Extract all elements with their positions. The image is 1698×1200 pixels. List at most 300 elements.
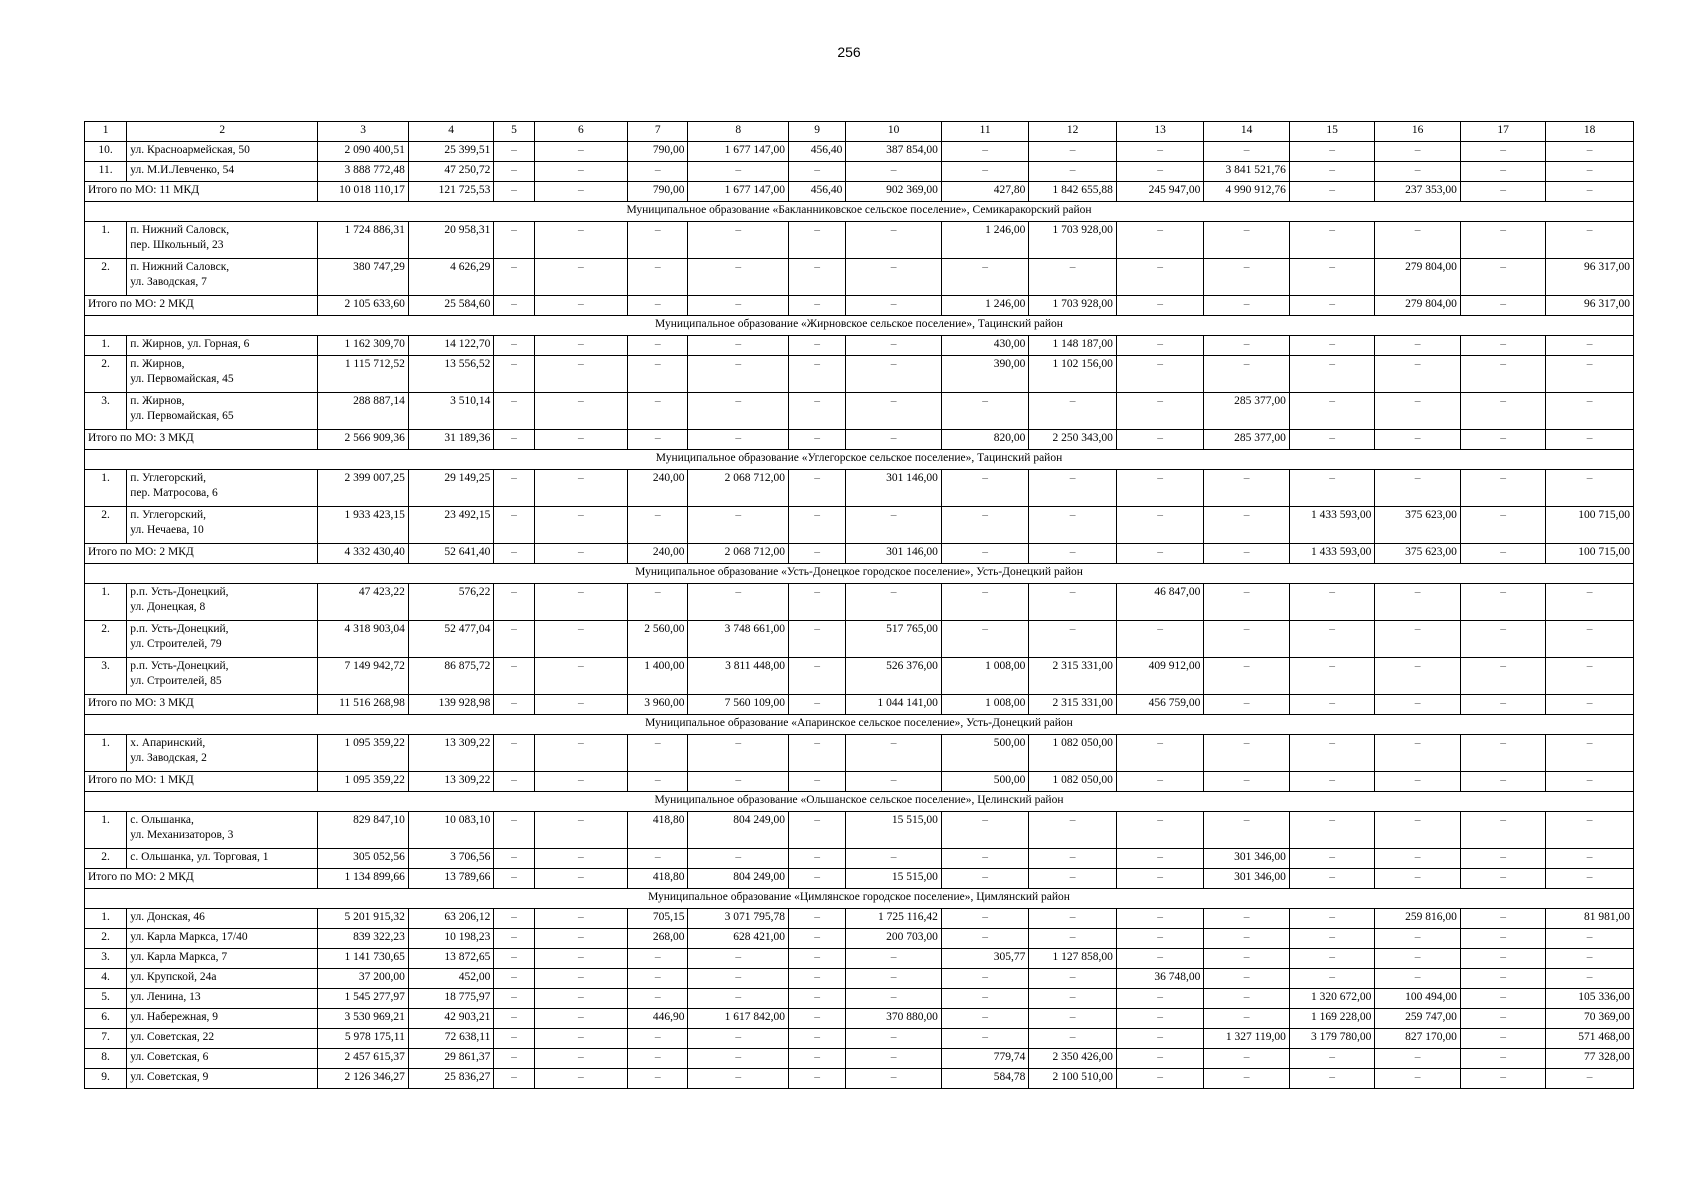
value-cell: 3 179 780,00 <box>1289 1029 1374 1049</box>
value-cell: – <box>1029 507 1117 544</box>
value-cell: 3 841 521,76 <box>1204 162 1289 182</box>
row-number: 6. <box>85 1009 127 1029</box>
value-cell: 77 328,00 <box>1546 1049 1634 1069</box>
address-line: ул. Советская, 9 <box>130 1071 209 1083</box>
value-cell: – <box>941 909 1029 929</box>
value-cell: – <box>1460 470 1545 507</box>
value-cell: – <box>1460 1029 1545 1049</box>
address-cell <box>127 812 318 849</box>
value-cell: – <box>846 735 942 772</box>
value-cell: – <box>534 162 628 182</box>
value-cell: 1 095 359,22 <box>318 735 409 772</box>
municipality-title: Муниципальное образование «Усть-Донецкое городское поселение», Усть-Донецкий район <box>85 564 1634 584</box>
value-cell: – <box>688 989 789 1009</box>
total-value-cell: – <box>1204 296 1289 316</box>
value-cell: 240,00 <box>628 470 688 507</box>
total-value-cell: – <box>628 430 688 450</box>
address-cell <box>127 356 318 393</box>
address-line: ул. Карла Маркса, 17/40 <box>130 931 248 943</box>
address-cell <box>127 470 318 507</box>
value-cell: – <box>789 1049 846 1069</box>
value-cell: 628 421,00 <box>688 929 789 949</box>
value-cell: 1 933 423,15 <box>318 507 409 544</box>
value-cell: – <box>494 949 534 969</box>
address-cell <box>127 142 318 162</box>
value-cell: – <box>1375 969 1460 989</box>
total-value-cell: – <box>1546 695 1634 715</box>
column-number: 4 <box>408 122 493 142</box>
total-value-cell: – <box>1116 869 1204 889</box>
row-number: 3. <box>85 393 127 430</box>
value-cell: – <box>1460 356 1545 393</box>
value-cell: – <box>534 470 628 507</box>
value-cell: – <box>1029 849 1117 869</box>
value-cell: 2 315 331,00 <box>1029 658 1117 695</box>
table-row <box>85 470 1634 507</box>
value-cell: – <box>789 735 846 772</box>
total-value-cell: – <box>688 430 789 450</box>
address-line: ул. Донская, 46 <box>130 911 205 923</box>
table-row <box>85 1049 1634 1069</box>
value-cell: – <box>1204 507 1289 544</box>
value-cell: – <box>1029 584 1117 621</box>
value-cell: – <box>1546 621 1634 658</box>
address-line: ул. Первомайская, 45 <box>130 373 234 385</box>
value-cell: 409 912,00 <box>1116 658 1204 695</box>
value-cell: – <box>1460 989 1545 1009</box>
value-cell: – <box>688 222 789 259</box>
value-cell: 10 083,10 <box>408 812 493 849</box>
value-cell: – <box>628 735 688 772</box>
table-row <box>85 621 1634 658</box>
value-cell: – <box>846 969 942 989</box>
value-cell: 29 861,37 <box>408 1049 493 1069</box>
value-cell: – <box>789 222 846 259</box>
value-cell: – <box>628 1069 688 1089</box>
total-value-cell: – <box>1289 182 1374 202</box>
column-number: 13 <box>1116 122 1204 142</box>
value-cell: – <box>1460 393 1545 430</box>
table-row <box>85 162 1634 182</box>
value-cell: – <box>846 393 942 430</box>
value-cell: – <box>789 162 846 182</box>
value-cell: – <box>1204 929 1289 949</box>
address-cell <box>127 584 318 621</box>
value-cell: – <box>494 1049 534 1069</box>
table-row <box>85 735 1634 772</box>
value-cell: 2 126 346,27 <box>318 1069 409 1089</box>
value-cell: – <box>1289 222 1374 259</box>
value-cell: – <box>688 356 789 393</box>
total-value-cell: – <box>789 772 846 792</box>
table-row <box>85 1069 1634 1089</box>
address-line: ул. Советская, 22 <box>130 1031 215 1043</box>
value-cell: – <box>1460 162 1545 182</box>
row-number: 2. <box>85 356 127 393</box>
value-cell: – <box>1029 1009 1117 1029</box>
value-cell: – <box>494 470 534 507</box>
address-line: с. Ольшанка, <box>130 814 194 826</box>
value-cell: – <box>688 849 789 869</box>
value-cell: – <box>846 989 942 1009</box>
value-cell: – <box>1289 909 1374 929</box>
row-number: 11. <box>85 162 127 182</box>
value-cell: – <box>1289 621 1374 658</box>
value-cell: 46 847,00 <box>1116 584 1204 621</box>
value-cell: – <box>1375 658 1460 695</box>
value-cell: – <box>1116 1049 1204 1069</box>
value-cell: – <box>628 356 688 393</box>
value-cell: – <box>1375 142 1460 162</box>
address-line: ул. Нечаева, 10 <box>130 524 204 536</box>
value-cell: – <box>1204 735 1289 772</box>
value-cell: – <box>534 989 628 1009</box>
table-row <box>85 356 1634 393</box>
total-value-cell: 1 134 899,66 <box>318 869 409 889</box>
value-cell: – <box>1289 162 1374 182</box>
value-cell: 1 433 593,00 <box>1289 507 1374 544</box>
value-cell: 1 617 842,00 <box>688 1009 789 1029</box>
total-value-cell: 121 725,53 <box>408 182 493 202</box>
total-value-cell: – <box>688 296 789 316</box>
value-cell: – <box>628 1029 688 1049</box>
value-cell: – <box>628 336 688 356</box>
value-cell: 200 703,00 <box>846 929 942 949</box>
address-line: ул. Первомайская, 65 <box>130 410 234 422</box>
value-cell: – <box>1375 929 1460 949</box>
total-value-cell: 427,80 <box>941 182 1029 202</box>
address-cell <box>127 849 318 869</box>
table-row <box>85 929 1634 949</box>
total-value-cell: – <box>1375 430 1460 450</box>
value-cell: 25 399,51 <box>408 142 493 162</box>
value-cell: – <box>688 393 789 430</box>
address-line: пер. Школьный, 23 <box>130 239 224 251</box>
address-line: ул. Ленина, 13 <box>130 991 201 1003</box>
total-value-cell: 500,00 <box>941 772 1029 792</box>
address-line: п. Жирнов, ул. Горная, 6 <box>130 338 250 350</box>
value-cell: – <box>1375 949 1460 969</box>
value-cell: – <box>1460 142 1545 162</box>
value-cell: – <box>789 1069 846 1089</box>
value-cell: – <box>1116 949 1204 969</box>
value-cell: – <box>1116 849 1204 869</box>
row-number: 2. <box>85 929 127 949</box>
value-cell: 305,77 <box>941 949 1029 969</box>
value-cell: – <box>534 929 628 949</box>
table-row <box>85 507 1634 544</box>
value-cell: – <box>534 969 628 989</box>
value-cell: – <box>789 1029 846 1049</box>
total-value-cell: – <box>494 296 534 316</box>
value-cell: – <box>494 507 534 544</box>
total-value-cell: – <box>688 772 789 792</box>
address-line: р.п. Усть-Донецкий, <box>130 660 229 672</box>
municipality-header-row <box>85 202 1634 222</box>
address-line: ул. Советская, 6 <box>130 1051 209 1063</box>
municipality-header-row <box>85 316 1634 336</box>
value-cell: 1 400,00 <box>628 658 688 695</box>
total-value-cell: – <box>534 695 628 715</box>
column-number: 10 <box>846 122 942 142</box>
value-cell: – <box>1375 1049 1460 1069</box>
value-cell: – <box>494 356 534 393</box>
column-number: 2 <box>127 122 318 142</box>
value-cell: 1 320 672,00 <box>1289 989 1374 1009</box>
municipality-header-row <box>85 450 1634 470</box>
address-line: ул. Набережная, 9 <box>130 1011 219 1023</box>
value-cell: – <box>534 393 628 430</box>
value-cell: – <box>1460 735 1545 772</box>
column-number: 16 <box>1375 122 1460 142</box>
value-cell: 259 816,00 <box>1375 909 1460 929</box>
value-cell: – <box>494 929 534 949</box>
value-cell: – <box>1116 162 1204 182</box>
value-cell: – <box>789 507 846 544</box>
value-cell: – <box>941 584 1029 621</box>
value-cell: – <box>1204 1049 1289 1069</box>
value-cell: 10 198,23 <box>408 929 493 949</box>
municipality-header-row <box>85 792 1634 812</box>
table-row <box>85 969 1634 989</box>
value-cell: 827 170,00 <box>1375 1029 1460 1049</box>
total-value-cell: – <box>1029 544 1117 564</box>
total-value-cell: 1 677 147,00 <box>688 182 789 202</box>
address-line: п. Нижний Саловск, <box>130 261 230 273</box>
value-cell: – <box>1546 336 1634 356</box>
value-cell: – <box>1116 222 1204 259</box>
value-cell: – <box>1289 142 1374 162</box>
column-number: 3 <box>318 122 409 142</box>
address-line: п. Углегорский, <box>130 509 207 521</box>
value-cell: 3 888 772,48 <box>318 162 409 182</box>
value-cell: 47 250,72 <box>408 162 493 182</box>
value-cell: – <box>688 735 789 772</box>
value-cell: – <box>1289 470 1374 507</box>
municipality-header-row <box>85 564 1634 584</box>
value-cell: – <box>789 909 846 929</box>
value-cell: 1 246,00 <box>941 222 1029 259</box>
column-number: 7 <box>628 122 688 142</box>
total-value-cell: – <box>1116 296 1204 316</box>
value-cell: – <box>1375 162 1460 182</box>
value-cell: – <box>534 584 628 621</box>
register-table <box>84 121 1634 1089</box>
value-cell: – <box>1289 849 1374 869</box>
value-cell: – <box>1546 849 1634 869</box>
value-cell: – <box>534 142 628 162</box>
value-cell: – <box>1460 849 1545 869</box>
value-cell: – <box>628 222 688 259</box>
value-cell: – <box>1116 1069 1204 1089</box>
address-cell <box>127 1029 318 1049</box>
address-line: п. Жирнов, <box>130 358 185 370</box>
column-number: 8 <box>688 122 789 142</box>
value-cell: – <box>1460 507 1545 544</box>
value-cell: 1 169 228,00 <box>1289 1009 1374 1029</box>
total-value-cell: – <box>1460 695 1545 715</box>
value-cell: 14 122,70 <box>408 336 493 356</box>
total-row <box>85 544 1634 564</box>
value-cell: – <box>789 949 846 969</box>
value-cell: 15 515,00 <box>846 812 942 849</box>
total-label: Итого по МО: 2 МКД <box>85 869 318 889</box>
total-value-cell: 31 189,36 <box>408 430 493 450</box>
value-cell: – <box>1204 142 1289 162</box>
total-value-cell: 1 433 593,00 <box>1289 544 1374 564</box>
value-cell: – <box>1546 162 1634 182</box>
value-cell: – <box>534 735 628 772</box>
total-value-cell: – <box>1546 869 1634 889</box>
value-cell: 279 804,00 <box>1375 259 1460 296</box>
row-number: 2. <box>85 259 127 296</box>
value-cell: – <box>1204 1069 1289 1089</box>
table-row <box>85 812 1634 849</box>
total-label: Итого по МО: 3 МКД <box>85 695 318 715</box>
total-value-cell: 139 928,98 <box>408 695 493 715</box>
value-cell: – <box>941 969 1029 989</box>
value-cell: 47 423,22 <box>318 584 409 621</box>
total-value-cell: – <box>846 772 942 792</box>
row-number: 3. <box>85 949 127 969</box>
value-cell: – <box>941 259 1029 296</box>
value-cell: – <box>1289 929 1374 949</box>
value-cell: – <box>1116 621 1204 658</box>
value-cell: 804 249,00 <box>688 812 789 849</box>
column-number: 12 <box>1029 122 1117 142</box>
address-cell <box>127 222 318 259</box>
value-cell: 52 477,04 <box>408 621 493 658</box>
value-cell: – <box>941 812 1029 849</box>
total-value-cell: 15 515,00 <box>846 869 942 889</box>
value-cell: 1 141 730,65 <box>318 949 409 969</box>
total-value-cell: – <box>1204 695 1289 715</box>
value-cell: – <box>1375 470 1460 507</box>
total-value-cell: 100 715,00 <box>1546 544 1634 564</box>
total-value-cell: 1 082 050,00 <box>1029 772 1117 792</box>
total-row <box>85 296 1634 316</box>
table-row <box>85 1009 1634 1029</box>
total-value-cell: 2 105 633,60 <box>318 296 409 316</box>
total-value-cell: – <box>1546 430 1634 450</box>
value-cell: – <box>1116 909 1204 929</box>
total-value-cell: – <box>494 695 534 715</box>
value-cell: – <box>1116 812 1204 849</box>
value-cell: – <box>494 1069 534 1089</box>
value-cell: 96 317,00 <box>1546 259 1634 296</box>
value-cell: 1 724 886,31 <box>318 222 409 259</box>
row-number: 9. <box>85 1069 127 1089</box>
total-value-cell: 456,40 <box>789 182 846 202</box>
value-cell: – <box>688 1029 789 1049</box>
total-value-cell: 456 759,00 <box>1116 695 1204 715</box>
value-cell: 63 206,12 <box>408 909 493 929</box>
value-cell: – <box>1460 909 1545 929</box>
value-cell: – <box>1116 336 1204 356</box>
total-value-cell: – <box>1375 772 1460 792</box>
address-cell <box>127 1049 318 1069</box>
total-value-cell: 1 246,00 <box>941 296 1029 316</box>
address-cell <box>127 658 318 695</box>
total-value-cell: 285 377,00 <box>1204 430 1289 450</box>
value-cell: – <box>1116 356 1204 393</box>
value-cell: 285 377,00 <box>1204 393 1289 430</box>
address-line: х. Апаринский, <box>130 737 206 749</box>
value-cell: 13 872,65 <box>408 949 493 969</box>
value-cell: – <box>941 929 1029 949</box>
value-cell: – <box>1204 470 1289 507</box>
value-cell: 1 677 147,00 <box>688 142 789 162</box>
total-value-cell: 301 146,00 <box>846 544 942 564</box>
total-value-cell: 10 018 110,17 <box>318 182 409 202</box>
total-value-cell: – <box>1460 544 1545 564</box>
value-cell: – <box>1460 621 1545 658</box>
value-cell: 418,80 <box>628 812 688 849</box>
row-number: 2. <box>85 621 127 658</box>
value-cell: – <box>1116 1009 1204 1029</box>
total-row <box>85 869 1634 889</box>
value-cell: 1 327 119,00 <box>1204 1029 1289 1049</box>
value-cell: – <box>1546 658 1634 695</box>
value-cell: – <box>628 162 688 182</box>
value-cell: – <box>846 584 942 621</box>
value-cell: 2 100 510,00 <box>1029 1069 1117 1089</box>
total-value-cell: – <box>1546 182 1634 202</box>
value-cell: – <box>941 393 1029 430</box>
total-value-cell: – <box>846 296 942 316</box>
value-cell: – <box>1029 621 1117 658</box>
row-number: 1. <box>85 336 127 356</box>
value-cell: – <box>1289 1049 1374 1069</box>
value-cell: 1 725 116,42 <box>846 909 942 929</box>
municipality-title: Муниципальное образование «Цимлянское городское поселение», Цимлянский район <box>85 889 1634 909</box>
value-cell: – <box>846 949 942 969</box>
total-value-cell: 245 947,00 <box>1116 182 1204 202</box>
value-cell: – <box>1116 1029 1204 1049</box>
address-line: п. Углегорский, <box>130 472 207 484</box>
value-cell: – <box>846 1029 942 1049</box>
value-cell: – <box>1289 949 1374 969</box>
value-cell: – <box>494 142 534 162</box>
value-cell: 829 847,10 <box>318 812 409 849</box>
value-cell: – <box>1289 812 1374 849</box>
value-cell: – <box>1029 162 1117 182</box>
value-cell: – <box>534 1069 628 1089</box>
value-cell: – <box>1289 658 1374 695</box>
value-cell: – <box>1204 621 1289 658</box>
value-cell: – <box>494 393 534 430</box>
value-cell: – <box>789 336 846 356</box>
total-value-cell: – <box>1375 869 1460 889</box>
total-value-cell: – <box>1289 296 1374 316</box>
total-row <box>85 430 1634 450</box>
total-value-cell: 13 309,22 <box>408 772 493 792</box>
value-cell: – <box>1116 507 1204 544</box>
total-value-cell: – <box>494 772 534 792</box>
value-cell: 3 706,56 <box>408 849 493 869</box>
value-cell: – <box>1546 393 1634 430</box>
total-label: Итого по МО: 11 МКД <box>85 182 318 202</box>
value-cell: 2 560,00 <box>628 621 688 658</box>
value-cell: – <box>1546 812 1634 849</box>
value-cell: – <box>1204 812 1289 849</box>
value-cell: – <box>1116 470 1204 507</box>
address-line: с. Ольшанка, ул. Торговая, 1 <box>130 851 269 863</box>
value-cell: – <box>941 142 1029 162</box>
table-row <box>85 142 1634 162</box>
total-value-cell: 902 369,00 <box>846 182 942 202</box>
value-cell: – <box>789 393 846 430</box>
